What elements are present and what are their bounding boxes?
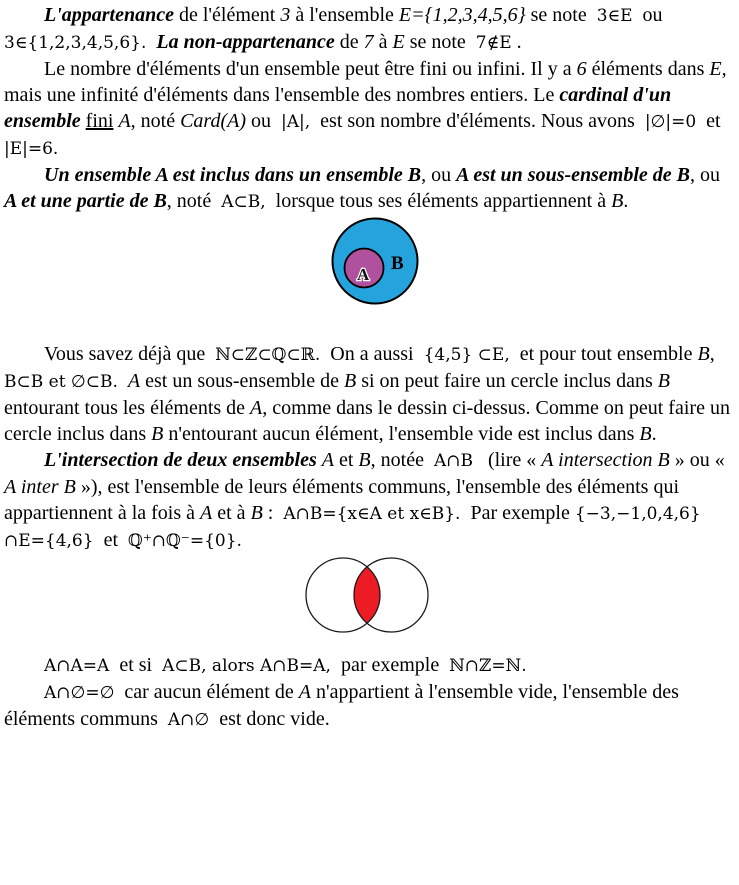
- text-run: .: [651, 423, 657, 445]
- text-run: A intersection B: [541, 449, 670, 471]
- text-run: , ou: [421, 164, 457, 186]
- text-run: Le nombre d'éléments d'un ensemble peut être fini ou infini. Il y a: [44, 58, 577, 80]
- text-run: A est un sous-ensemble de B: [456, 164, 691, 186]
- text-run: A: [250, 397, 263, 419]
- text-run: 6: [576, 58, 587, 80]
- text-run: , notée: [370, 449, 434, 471]
- text-run: B: [151, 423, 164, 445]
- paragraph-intersection-vide: [4, 679, 735, 733]
- text-run: A: [127, 370, 141, 392]
- paragraph-appartenance: [4, 2, 735, 56]
- text-run: A⊂B,: [221, 192, 266, 212]
- text-run: |∅|=0: [644, 112, 697, 132]
- text-run: se note: [404, 31, 476, 53]
- text-run: B⊂B et ∅⊂B.: [4, 372, 118, 392]
- text-run: B: [611, 190, 624, 212]
- text-run: E: [392, 31, 405, 53]
- inclusion-venn-diagram: [4, 215, 735, 309]
- text-run: et: [333, 449, 359, 471]
- text-run: A: [118, 110, 131, 132]
- text-run: et: [696, 110, 731, 132]
- text-run: Vous savez déjà que: [44, 343, 216, 365]
- text-run: {−3,−1,0,4,6}∩E={4,6}: [4, 504, 701, 551]
- text-run: fini: [85, 110, 114, 132]
- text-run: 3∈E: [596, 6, 633, 26]
- text-run: car aucun élément de: [114, 681, 299, 703]
- text-run: n'entourant aucun élément, l'ensemble vide est inclus dans: [163, 423, 640, 445]
- text-run: , noté: [166, 190, 222, 212]
- text-run: à l'ensemble: [290, 4, 399, 26]
- text-run: Par exemple: [460, 502, 575, 524]
- text-run: et si: [109, 654, 163, 676]
- text-run: est donc vide.: [209, 708, 330, 730]
- set-b-label: B: [390, 253, 404, 274]
- text-run: A∩∅: [167, 710, 210, 730]
- text-run: A: [200, 502, 213, 524]
- text-run: Un ensemble A est inclus dans un ensemble B: [44, 164, 422, 186]
- paragraph-inclusion: [4, 162, 735, 215]
- text-run: 7: [363, 31, 374, 53]
- text-run: A∩∅=∅: [44, 683, 115, 703]
- text-run: La non-appartenance: [156, 31, 335, 53]
- text-run: ,: [709, 343, 725, 365]
- text-run: [146, 31, 156, 53]
- text-run: A: [298, 681, 311, 703]
- text-run: est son nombre d'éléments. Nous avons: [310, 110, 645, 132]
- text-run: 7∉E: [475, 33, 512, 53]
- text-run: de l'élément: [174, 4, 281, 26]
- text-run: , comme dans le dessin ci-dessus. Comme on peut faire un cercle inclus dans: [4, 397, 735, 445]
- text-run: 3∈{1,2,3,4,5,6}.: [4, 33, 147, 53]
- text-run: n'appartient à l'ensemble vide, l'ensemble des éléments communs: [4, 681, 684, 730]
- text-run: ℕ∩ℤ=ℕ.: [449, 656, 527, 676]
- intersection-venn-svg: [298, 554, 434, 636]
- text-run: B: [250, 502, 263, 524]
- text-run: L'intersection de deux ensembles: [44, 449, 317, 471]
- text-run: A∩A=A: [44, 656, 110, 676]
- text-run: E: [709, 58, 722, 80]
- text-run: L'appartenance: [44, 4, 174, 26]
- text-run: (lire «: [472, 449, 542, 471]
- text-run: ℕ⊂ℤ⊂ℚ⊂ℝ.: [215, 345, 321, 365]
- inclusion-venn-svg: [327, 215, 423, 309]
- text-run: entourant tous les éléments de: [4, 370, 675, 419]
- text-run: ou: [632, 4, 668, 26]
- text-run: On a aussi: [320, 343, 424, 365]
- text-run: {4,5} ⊂E,: [423, 345, 510, 365]
- text-run: lorsque tous ses éléments appartiennent à: [265, 190, 612, 212]
- text-run: [118, 370, 128, 392]
- text-run: .: [623, 190, 629, 212]
- text-run: B: [358, 449, 371, 471]
- set-a-label: A: [356, 265, 369, 284]
- text-run: et à: [212, 502, 251, 524]
- paragraph-cardinal: [4, 56, 735, 162]
- text-run: par exemple: [330, 654, 450, 676]
- intersection-venn-diagram: [4, 554, 735, 636]
- text-run: A inter B: [4, 476, 76, 498]
- text-run: si on peut faire un cercle inclus dans: [356, 370, 658, 392]
- paragraph-intersection: [4, 447, 735, 554]
- text-run: :: [262, 502, 284, 524]
- text-run: et: [93, 529, 129, 551]
- text-run: , noté: [130, 110, 181, 132]
- text-run: E={1,2,3,4,5,6}: [398, 4, 526, 26]
- text-run: A∩B={x∈A et x∈B}.: [283, 504, 461, 524]
- text-run: |E|=6.: [4, 139, 59, 159]
- text-run: , mais une infinité d'éléments dans l'ensemble des nombres entiers. Le: [4, 58, 732, 106]
- text-run: ou: [246, 110, 282, 132]
- paragraph-intersection-proprietes: [4, 652, 735, 679]
- text-run: éléments dans: [586, 58, 710, 80]
- text-run: A et une partie de B: [4, 190, 167, 212]
- text-run: A∩B: [433, 451, 473, 471]
- text-run: à: [373, 31, 393, 53]
- text-run: Card(A): [180, 110, 247, 132]
- text-run: » ou «: [669, 449, 730, 471]
- text-run: B: [343, 370, 357, 392]
- text-run: et pour tout ensemble: [509, 343, 698, 365]
- text-run: 3: [280, 4, 291, 26]
- text-run: A⊂B, alors A∩B=A,: [162, 656, 331, 676]
- text-run: B: [657, 370, 670, 392]
- text-run: de: [334, 31, 364, 53]
- text-run: |A|,: [281, 112, 311, 132]
- paragraph-sous-ensemble: [4, 341, 735, 447]
- text-run: B: [639, 423, 652, 445]
- text-run: »), est l'ensemble de leurs éléments communs, l'ensemble des éléments qui appartiennent à la fois à: [4, 476, 685, 524]
- text-run: , ou: [690, 164, 726, 186]
- text-run: est un sous-ensemble de: [140, 370, 344, 392]
- text-run: A: [321, 449, 334, 471]
- text-run: B: [697, 343, 710, 365]
- text-run: .: [511, 31, 522, 53]
- text-run: se note: [525, 4, 597, 26]
- text-run: cardinal d'un ensemble: [4, 84, 677, 132]
- text-run: ℚ⁺∩ℚ⁻={0}.: [128, 531, 242, 551]
